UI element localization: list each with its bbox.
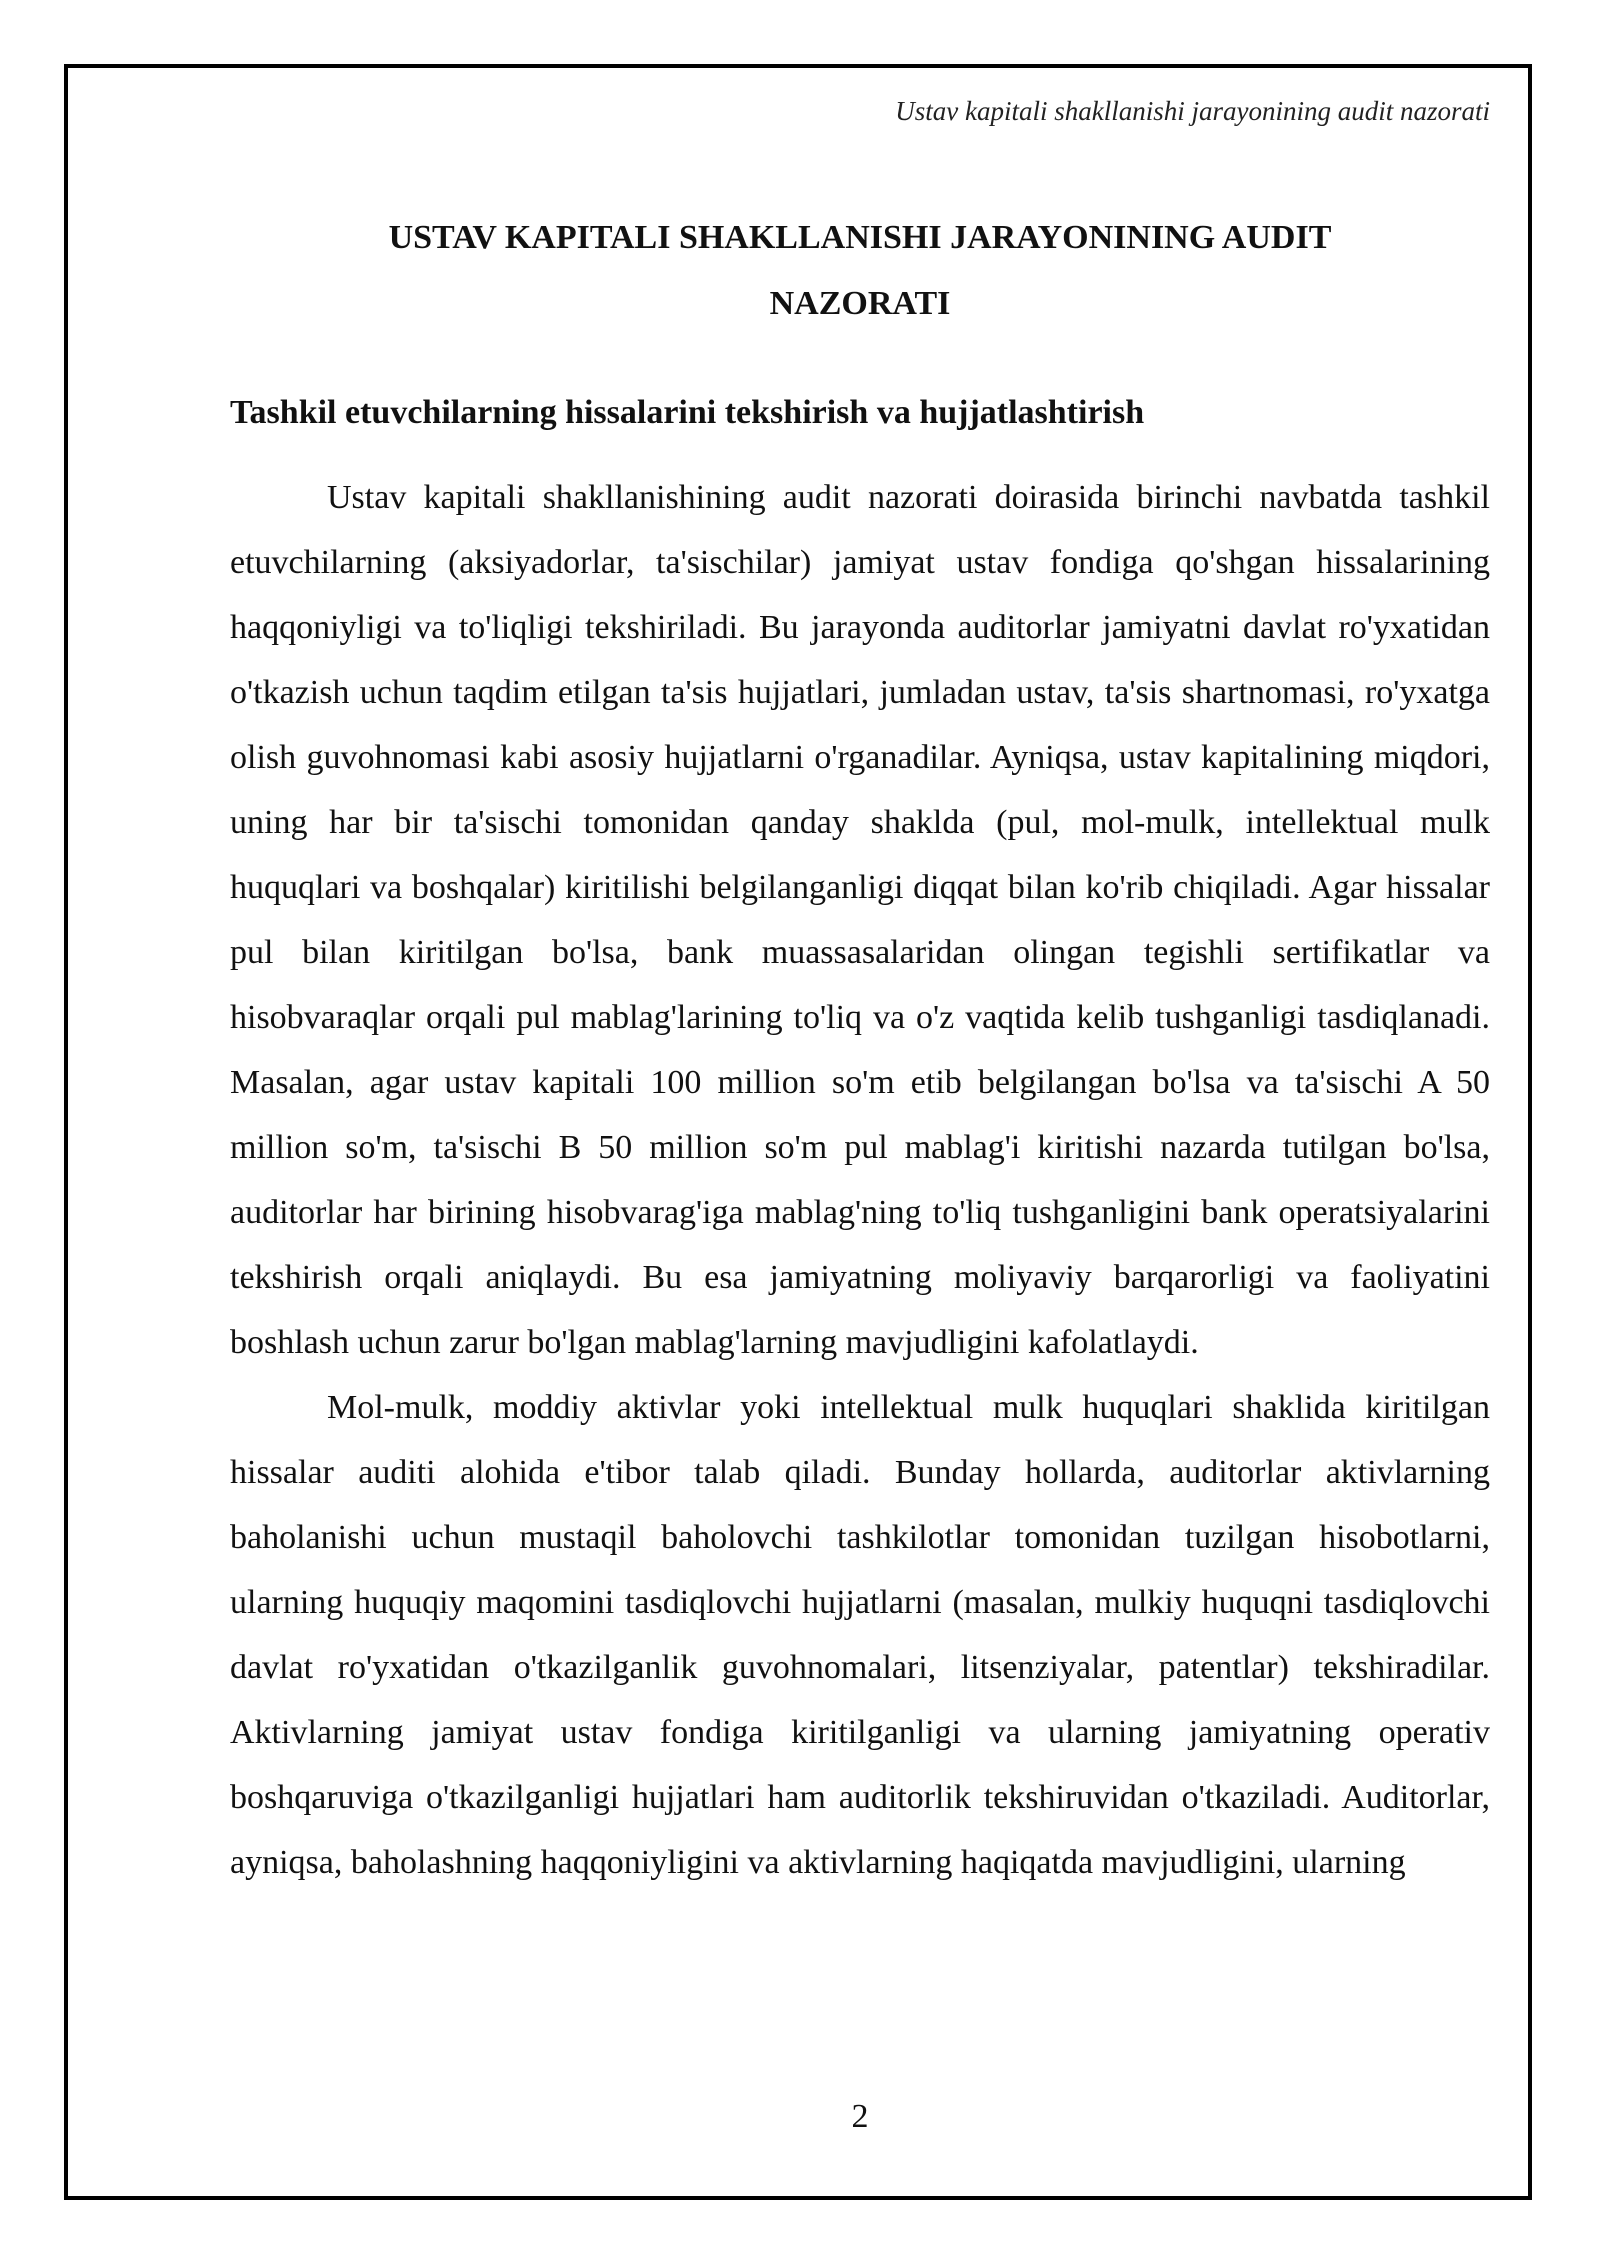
page-number: 2	[851, 2098, 869, 2135]
body-text	[230, 465, 1490, 1895]
section-heading: Tashkil etuvchilarning hissalarini tekshirish va hujjatlashtirish	[230, 394, 1145, 431]
paragraph-1: Ustav kapitali shakllanishining audit nazorati doirasida birinchi navbatda tashkil etuvchilarning (aksiyadorlar, ta'sischilar) jamiyat ustav fondiga qo'shgan hissalarining haqqoniyligi va to'liqligi tekshiriladi. Bu jarayonda auditorlar jamiyatni davlat ro'yxatidan o'tkazish uchun taqdim etilgan ta'sis hujjatlari, jumladan ustav, ta'sis shartnomasi, ro'yxatga olish guvohnomasi kabi asosiy hujjatlarni o'rganadilar. Ayniqsa, ustav kapitalining miqdori, uning har bir ta'sischi tomonidan qanday shaklda (pul, mol-mulk, intellektual mulk huquqlari va boshqalar) kiritilishi belgilanganligi diqqat bilan ko'rib chiqiladi. Agar hissalar pul bilan kiritilgan bo'lsa, bank muassasalaridan olingan tegishli sertifikatlar va hisobvaraqlar orqali pul mablag'larining to'liq va o'z vaqtida kelib tushganligi tasdiqlanadi. Masalan, agar ustav kapitali 100 million so'm etib belgilangan bo'lsa va ta'sischi A 50 million so'm, ta'sischi B 50 million so'm pul mablag'i kiritishi nazarda tutilgan bo'lsa, auditorlar har birining hisobvarag'iga mablag'ning to'liq tushganligini bank operatsiyalarini tekshirish orqali aniqlaydi. Bu esa jamiyatning moliyaviy barqarorligi va faoliyatini boshlash uchun zarur bo'lgan mablag'larning mavjudligini kafolatlaydi.	[230, 479, 1490, 1361]
page-title-line-1: USTAV KAPITALI SHAKLLANISHI JARAYONINING AUDIT	[388, 219, 1332, 256]
page-title	[230, 205, 1490, 337]
running-header: Ustav kapitali shakllanishi jarayonining audit nazorati	[895, 96, 1490, 126]
page-title-line-2: NAZORATI	[769, 285, 951, 322]
paragraph-2: Mol-mulk, moddiy aktivlar yoki intellektual mulk huquqlari shaklida kiritilgan hissalar auditi alohida e'tibor talab qiladi. Bunday hollarda, auditorlar aktivlarning baholanishi uchun mustaqil baholovchi tashkilotlar tomonidan tuzilgan hisobotlarni, ularning huquqiy maqomini tasdiqlovchi hujjatlarni (masalan, mulkiy huquqni tasdiqlovchi davlat ro'yxatidan o'tkazilganlik guvohnomalari, litsenziyalar, patentlar) tekshiradilar. Aktivlarning jamiyat ustav fondiga kiritilganligi va ularning jamiyatning operativ boshqaruviga o'tkazilganligi hujjatlari ham auditorlik tekshiruvidan o'tkaziladi. Auditorlar, ayniqsa, baholashning haqqoniyligini va aktivlarning haqiqatda mavjudligini, ularning	[230, 1389, 1490, 1881]
